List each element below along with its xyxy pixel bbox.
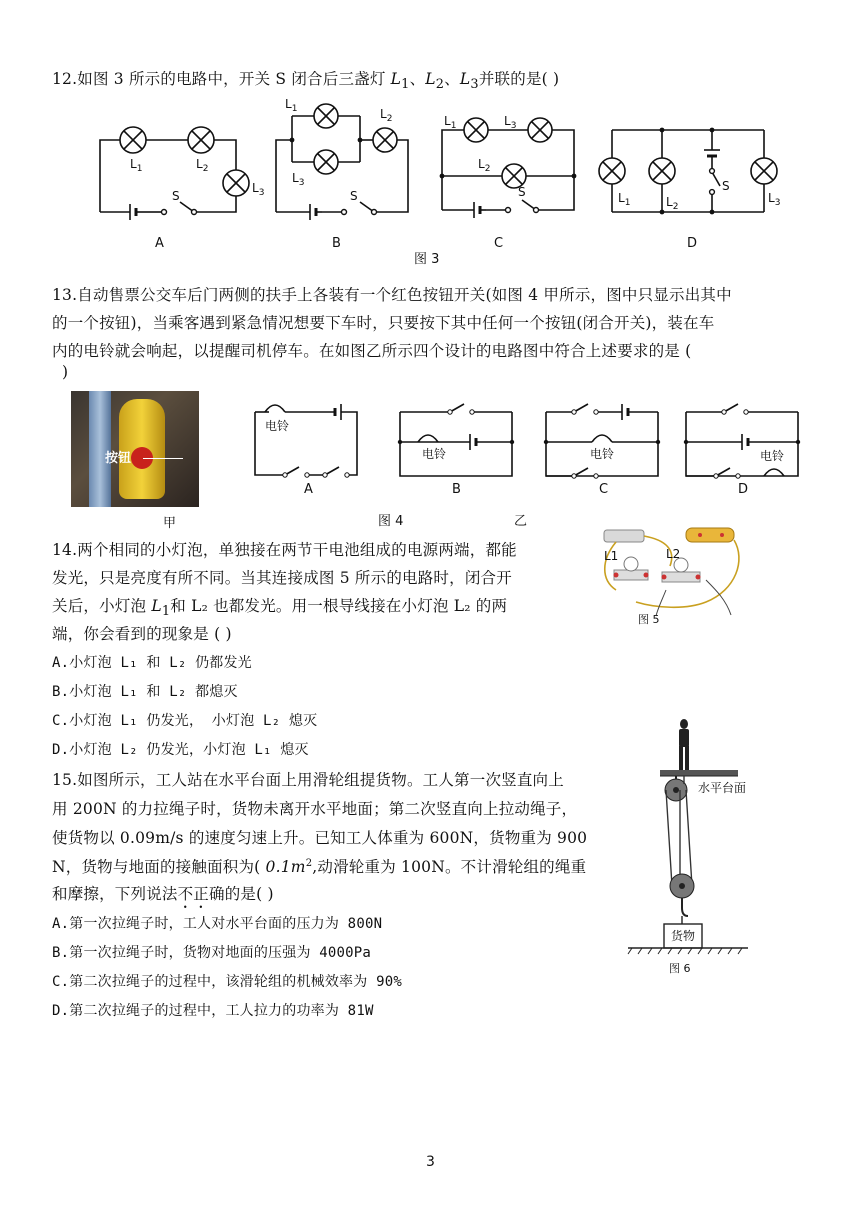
q13-line3: 内的电铃就会响起，以提醒司机停车。在如图乙所示四个设计的电路图中符合上述要求的是 ( [52,342,692,360]
q12-l2: L [425,70,436,88]
q12-l1: L [390,70,402,88]
q14-option-d: D.小灯泡 L₂ 仍发光，小灯泡 L₁ 熄灭 [52,742,309,758]
q12-l3: L [459,70,471,88]
svg-text:电铃: 电铃 [590,447,615,461]
q15-option-d: D.第二次拉绳子的过程中，工人拉力的功率为 81W [52,1003,374,1019]
q13-label-b: B [452,482,461,497]
q12-l3-sub: 3 [470,77,479,93]
q14-option-b: B.小灯泡 L₁ 和 L₂ 都熄灭 [52,684,238,700]
q15-line5 [52,882,274,912]
svg-text:水平台面: 水平台面 [698,781,747,795]
q15-line4-sup: 2 [305,857,313,869]
q13-fig-caption: 图 4 [378,514,404,529]
q14-fig-caption: 图 5 [638,613,660,626]
q13-circuit-a [255,400,365,480]
q14-line3-l: L [151,597,162,615]
svg-text:S: S [350,189,358,203]
q13-label-jia: 甲 [163,516,177,531]
q12-circuit-a [90,120,265,230]
svg-text:L2: L2 [666,547,681,561]
q12-circuit-d [596,120,786,220]
svg-text:L1: $L_1$ [444,114,457,131]
q13-line2: 的一个按钮)，当乘客遇到紧急情况想要下车时，只要按下其中任何一个按钮(闭合开关)，装在车 [52,314,715,332]
q12-l2-sub: 2 [435,77,445,93]
q14-line3-pre: 关后，小灯泡 [52,597,152,615]
q15-line4-math: 0.1m [265,858,306,876]
q15-option-a: A.第一次拉绳子时，工人对水平台面的压力为 800N [52,916,383,932]
svg-text:L3: $L_3$ [768,191,781,208]
q13-label-d: D [738,482,749,497]
svg-text:L1: $L_1$ [285,97,298,114]
q12-label-d: D [687,236,698,251]
q15-line4-post: ,动滑轮重为 100N。不计滑轮组的绳重 [312,858,587,876]
q13-button-photo [71,391,199,507]
q12-stem-post: 并联的是( ) [478,70,560,88]
q15-line2: 用 200N 的力拉绳子时，货物未离开水平地面；第二次竖直向上拉动绳子， [52,800,578,818]
q13-label-c: C [599,482,609,497]
q13-line4: ) [62,363,69,381]
q13-circuit-d [686,402,806,482]
q12-label-b: B [332,236,341,251]
q14-line3-sub: 1 [161,604,171,620]
pointer-line [143,458,183,459]
q14-option-c: C.小灯泡 L₁ 仍发光， 小灯泡 L₂ 熄灭 [52,713,318,729]
q13-photo-label: 按钮 [105,451,132,466]
q15-line4-pre: N，货物与地面的接触面积为( [52,858,266,876]
q13-label-a: A [304,482,313,497]
q15-option-c: C.第二次拉绳子的过程中，该滑轮组的机械效率为 90% [52,974,402,990]
svg-text:S: S [518,185,526,199]
q14-line3 [52,594,507,619]
q12-label-a: A [155,236,164,251]
svg-text:S: S [722,179,730,193]
q13-circuit-c [546,402,666,482]
q15-line5-pre: 和摩擦，下列说法 [52,885,178,903]
q15-line5-post: 确的是( ) [209,885,274,903]
q14-line1: 14.两个相同的小灯泡，单独接在两节干电池组成的电源两端，都能 [52,541,517,559]
bell-label: 电铃 [265,419,290,433]
svg-text:S: S [172,189,180,203]
q14-line3-post: 和 L₂ 也都发光。用一根导线接在小灯泡 L₂ 的两 [170,597,508,615]
q12-sep2: 、 [444,70,460,88]
q13-circuit-b [400,402,520,482]
q12-circuit-c [436,110,586,220]
svg-text:L1: L1 [604,549,619,563]
q15-line3: 使货物以 0.09m/s 的速度匀速上升。已知工人体重为 600N，货物重为 900 [52,829,588,847]
q13-line1: 13.自动售票公交车后门两侧的扶手上各装有一个红色按钮开关(如图 4 甲所示，图中只显示出其中 [52,286,732,304]
q15-line5-emph: 不正 [177,885,210,903]
q14-option-a: A.小灯泡 L₁ 和 L₂ 仍都发光 [52,655,252,671]
q12-stem-pre: 12.如图 3 所示的电路中，开关 S 闭合后三盏灯 [52,70,391,88]
lamp-label: $L_1$ [130,157,143,174]
svg-text:L1: $L_1$ [618,191,631,208]
q12-fig-caption: 图 3 [414,252,440,267]
svg-text:L3: $L_3$ [292,171,305,188]
q14-figure [596,520,746,620]
q15-option-b: B.第一次拉绳子时，货物对地面的压强为 4000Pa [52,945,372,961]
page-number: 3 [426,1154,435,1170]
svg-text:L2: $L_2$ [478,157,491,174]
svg-text:电铃: 电铃 [422,447,447,461]
q15-pulley-figure [628,718,778,968]
svg-text:货物: 货物 [671,929,696,943]
svg-text:L2: $L_2$ [196,157,209,174]
q12-label-c: C [494,236,504,251]
svg-text:L3: $L_3$ [504,114,517,131]
svg-text:L2: $L_2$ [380,107,393,124]
q15-line1: 15.如图所示，工人站在水平台面上用滑轮组提货物。工人第一次竖直向上 [52,771,564,789]
svg-text:电铃: 电铃 [760,449,785,463]
q12-circuit-b [270,97,420,230]
q13-label-yi: 乙 [514,514,528,529]
q15-line4 [52,855,586,877]
q12-l1-sub: 1 [401,77,410,93]
q14-line2: 发光，只是亮度有所不同。当其连接成图 5 所示的电路时，闭合开 [52,569,512,587]
q12-stem [52,67,559,92]
q12-sep1: 、 [409,70,426,88]
svg-text:L2: $L_2$ [666,195,679,212]
svg-text:L3: $L_3$ [252,181,265,198]
q14-line4: 端，你会看到的现象是 ( ) [52,625,232,643]
q15-fig-caption: 图 6 [669,962,691,975]
